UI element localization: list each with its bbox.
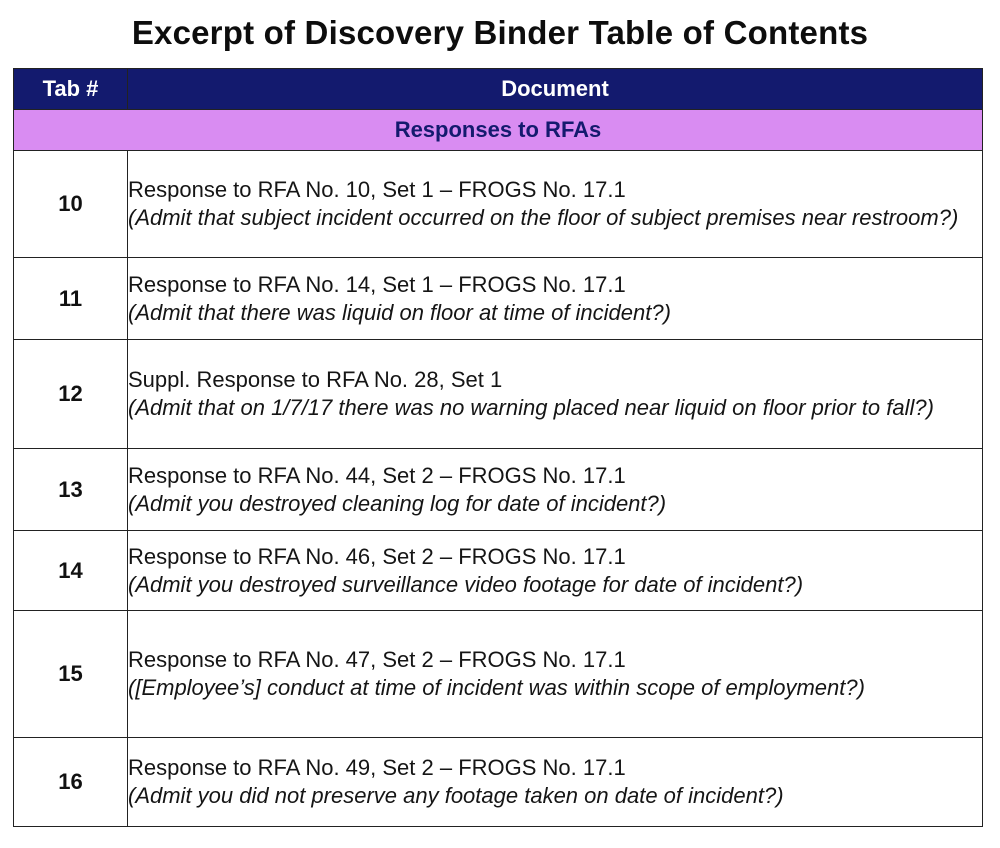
document-cell <box>128 738 983 827</box>
tab-number: 11 <box>14 258 128 340</box>
document-cell <box>128 449 983 531</box>
document-title: Response to RFA No. 10, Set 1 – FROGS No. 17.1 <box>128 177 626 202</box>
document-cell <box>128 258 983 340</box>
tab-number: 16 <box>14 738 128 827</box>
document-note: (Admit you destroyed surveillance video footage for date of incident?) <box>128 571 804 597</box>
document-note: (Admit that subject incident occurred on the floor of subject premises near restroom?) <box>128 205 959 230</box>
table-row <box>14 340 983 449</box>
section-label: Responses to RFAs <box>14 110 983 151</box>
document-title: Response to RFA No. 44, Set 2 – FROGS No. 17.1 <box>128 462 626 488</box>
document-note: (Admit that there was liquid on floor at time of incident?) <box>128 299 671 325</box>
document-title: Response to RFA No. 47, Set 2 – FROGS No. 17.1 <box>128 647 626 672</box>
document-note: ([Employee’s] conduct at time of incident was within scope of employment?) <box>128 675 865 700</box>
table-row <box>14 151 983 258</box>
table-header-row <box>14 69 983 110</box>
document-cell <box>128 611 983 738</box>
tab-number: 12 <box>14 340 128 449</box>
table-row <box>14 531 983 611</box>
tab-number: 10 <box>14 151 128 258</box>
document-note: (Admit you destroyed cleaning log for date of incident?) <box>128 490 667 516</box>
column-header-document: Document <box>128 69 983 110</box>
document-title: Response to RFA No. 46, Set 2 – FROGS No. 17.1 <box>128 543 626 569</box>
document-title: Response to RFA No. 49, Set 2 – FROGS No. 17.1 <box>128 755 626 780</box>
page-title: Excerpt of Discovery Binder Table of Contents <box>131 14 869 51</box>
document-note: (Admit you did not preserve any footage taken on date of incident?) <box>128 783 784 808</box>
table-row <box>14 738 983 827</box>
table-row <box>14 611 983 738</box>
tab-number: 15 <box>14 611 128 738</box>
column-header-tab: Tab # <box>14 69 128 110</box>
document-cell <box>128 151 983 258</box>
toc-table <box>13 68 983 827</box>
document-cell <box>128 531 983 611</box>
document-note: (Admit that on 1/7/17 there was no warning placed near liquid on floor prior to fall?) <box>128 395 934 420</box>
tab-number: 13 <box>14 449 128 531</box>
table-row <box>14 258 983 340</box>
table-row <box>14 449 983 531</box>
document-cell <box>128 340 983 449</box>
document-title: Response to RFA No. 14, Set 1 – FROGS No. 17.1 <box>128 271 626 297</box>
section-header-row <box>14 110 983 151</box>
document-title: Suppl. Response to RFA No. 28, Set 1 <box>128 367 503 392</box>
tab-number: 14 <box>14 531 128 611</box>
